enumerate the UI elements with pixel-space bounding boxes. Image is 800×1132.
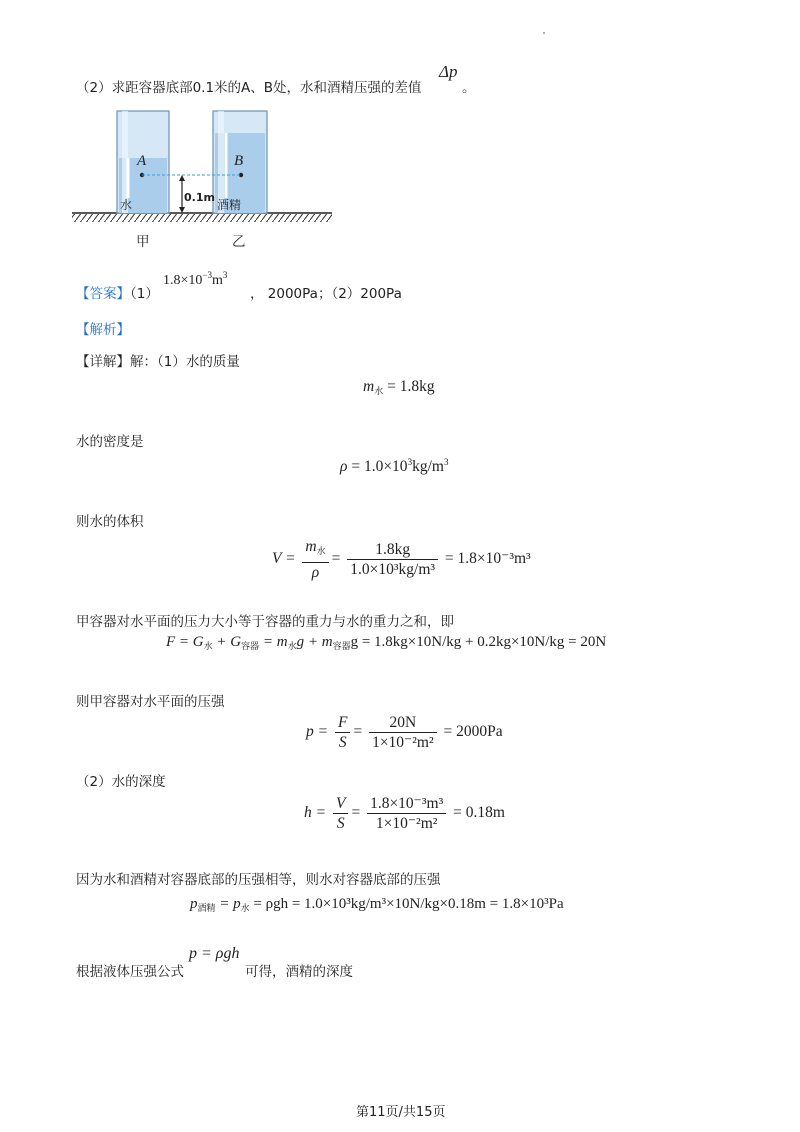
- delta-p-symbol: Δp: [439, 62, 458, 81]
- answer-line: 【答案】（1）: [76, 286, 159, 302]
- density-intro: 水的密度是: [76, 434, 144, 450]
- answer-rest: ， 2000Pa；（2）200Pa: [250, 286, 402, 302]
- containers-figure: [70, 108, 340, 248]
- formula-suffix: 可得，酒精的深度: [245, 964, 353, 980]
- eq-density: $\rho = 1.0\times 10^3kg/m^3$: [340, 457, 449, 475]
- page-number: 第11页/共15页: [356, 1105, 446, 1120]
- label-b: B: [234, 153, 244, 169]
- height-label: 0.1m: [184, 191, 215, 204]
- question-end: 。: [462, 80, 476, 96]
- formula-prefix: 根据液体压强公式: [76, 964, 184, 980]
- equal-intro: 因为水和酒精对容器底部的压强相等，则水对容器底部的压强: [76, 872, 441, 888]
- force-intro: 甲容器对水平面的压力大小等于容器的重力与水的重力之和，即: [76, 614, 454, 630]
- detail-line: 【详解】解：（1）水的质量: [76, 354, 240, 370]
- answer-tag: 【答案】: [76, 286, 130, 302]
- eq-force: $F = G_水 + G_{容器} = m_水g + m_{容器}g = 1.8kg\times 10N/kg + 0.2kg\times 10N/kg = 20N$: [166, 634, 607, 652]
- page-speck: [543, 32, 545, 34]
- label-a: A: [137, 153, 147, 169]
- pressure-intro: 则甲容器对水平面的压强: [76, 694, 225, 710]
- container-jia-label: 甲: [136, 234, 150, 250]
- alcohol-label: 酒精: [217, 198, 242, 212]
- water-label: 水: [120, 198, 133, 212]
- eq-alcohol-pressure: $p_{酒精} = p_水 = \rho gh = 1.0\times 10^3kg/m^3\times 10N/kg\times 0.18m = 1.8\times 10^3Pa$: [190, 896, 564, 914]
- eq-depth: h = $\frac{V}{S}$ = $\frac{\text{1.8×10⁻³m³}}{\text{1×10⁻²m²}}$ = 0.18m: [304, 795, 505, 832]
- eq-volume: V = $\frac{m_水}{\rho}$ = $\frac{1.8kg}{\text{1.0×10³kg/m³}}$ = 1.8×10⁻³m³: [272, 538, 531, 581]
- analysis-tag: 【解析】: [76, 322, 130, 338]
- depth-intro: （2）水的深度: [76, 774, 166, 790]
- eq-mass: $m_水 = 1.8kg$: [363, 378, 435, 397]
- eq-pressure: p = $\frac{F}{S}$ = $\frac{20N}{\text{1×10⁻²m²}}$ = 2000Pa: [306, 714, 503, 751]
- question-text: （2）求距容器底部0.1米的A、B处，水和酒精压强的差值: [76, 80, 422, 96]
- answer-volume: $1.8\times 10^{-3}m^3$: [163, 270, 228, 288]
- volume-intro: 则水的体积: [76, 514, 144, 530]
- ground-hatch: [72, 214, 332, 222]
- container-yi-label: 乙: [232, 234, 246, 250]
- formula-inline: p = ρgh: [189, 945, 240, 962]
